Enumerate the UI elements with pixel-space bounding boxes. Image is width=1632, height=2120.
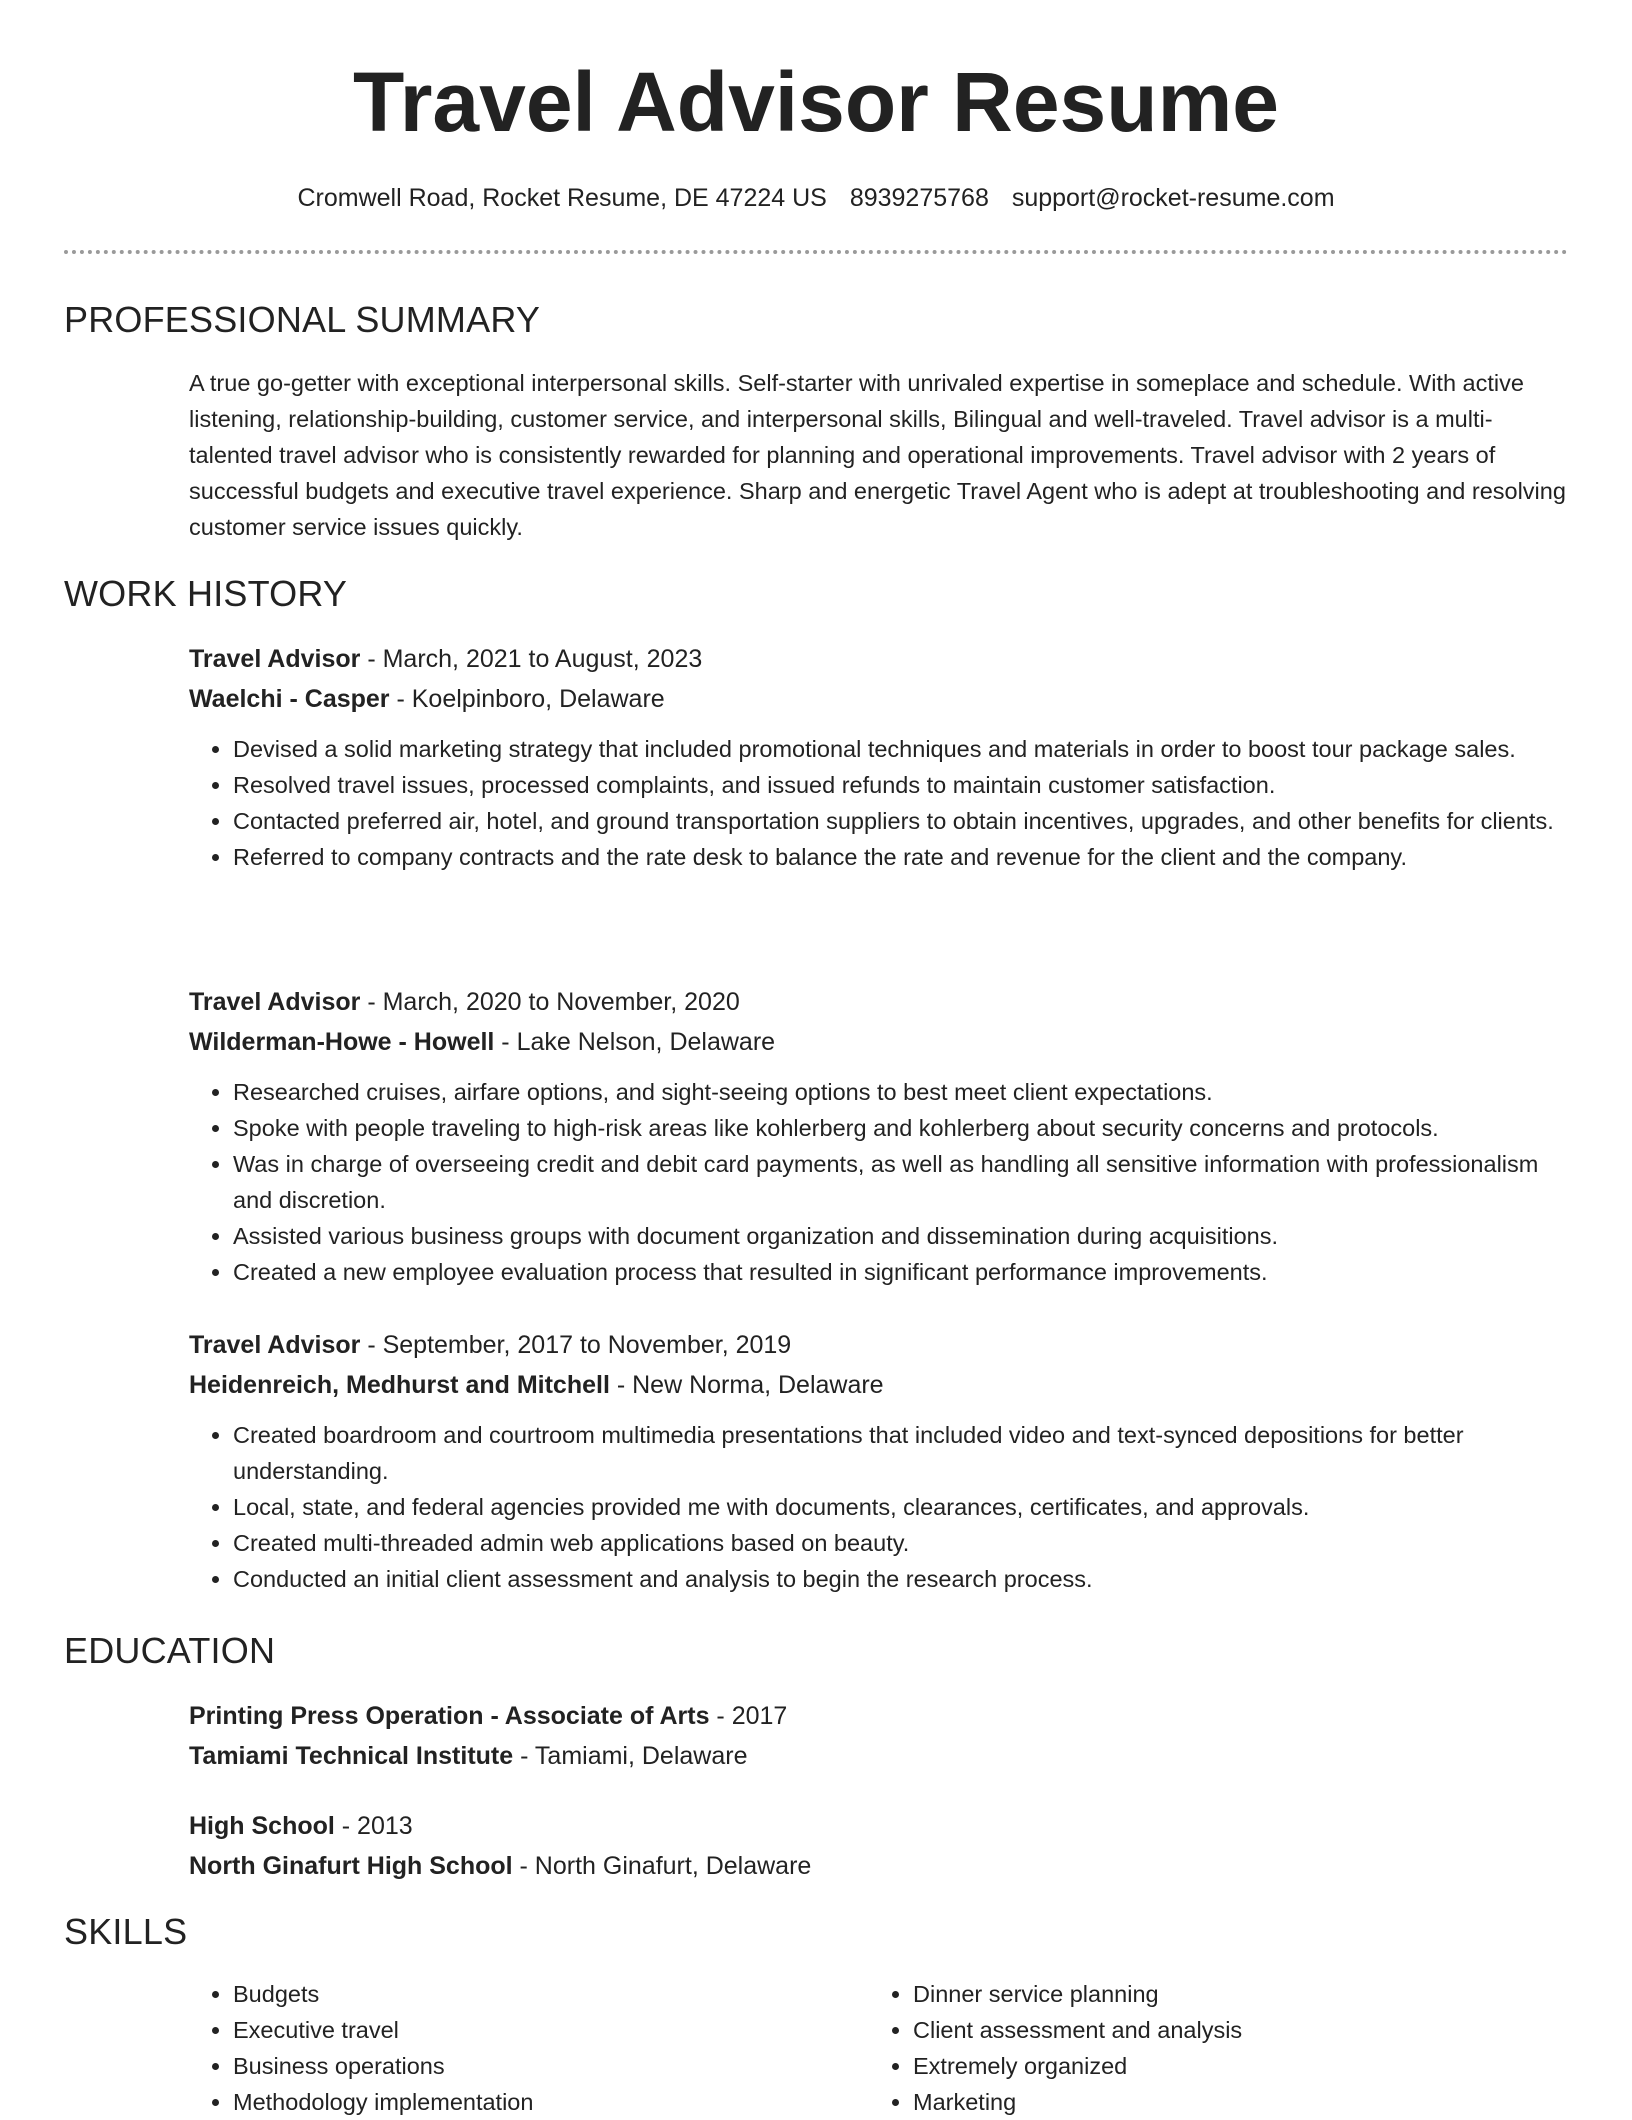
education-degree: High School — [189, 1812, 335, 1840]
education-location: - North Ginafurt, Delaware — [512, 1852, 812, 1880]
section-heading-summary: PROFESSIONAL SUMMARY — [64, 299, 541, 340]
job-duty: • Was in charge of overseeing credit and debit card payments, as well as handling all sensitive information with professionalism and discretion. — [233, 1146, 1569, 1218]
job-company-line — [189, 1022, 1569, 1062]
job-duty: • Created a new employee evaluation process that resulted in significant performance improvements. — [233, 1254, 1569, 1290]
education-entry — [189, 1696, 1569, 1776]
skill-item: • Extremely organized — [913, 2048, 1553, 2084]
education-year: - 2017 — [709, 1702, 788, 1730]
section-heading-education: EDUCATION — [64, 1630, 276, 1671]
job-entry — [189, 639, 1569, 875]
job-title: Travel Advisor — [189, 1331, 361, 1359]
section-heading-skills: SKILLS — [64, 1911, 188, 1952]
job-duty: • Referred to company contracts and the rate desk to balance the rate and revenue for the client and the company. — [233, 839, 1569, 875]
skill-item: • Client assessment and analysis — [913, 2012, 1553, 2048]
header-divider — [64, 250, 1568, 254]
summary-text: A true go-getter with exceptional interpersonal skills. Self-starter with unrivaled expertise in someplace and schedule. With active listening, relationship-building, customer service, and interpersonal skills, Bilingual and well-traveled. Travel advisor is a multi-talented travel advisor who is consistently rewarded for planning and operational improvements. Travel advisor with 2 years of successful budgets and executive travel experience. Sharp and energetic Travel Agent who is adept at troubleshooting and resolving customer service issues quickly. — [189, 370, 1566, 540]
job-duty: • Spoke with people traveling to high-risk areas like kohlerberg and kohlerberg about security concerns and protocols. — [233, 1110, 1569, 1146]
contact-phone: 8939275768 — [849, 184, 989, 212]
job-title-line — [189, 1325, 1569, 1365]
job-company: Waelchi - Casper — [189, 685, 390, 713]
skill-item: • Budgets — [233, 1976, 873, 2012]
job-title-line — [189, 982, 1569, 1022]
education-degree: Printing Press Operation - Associate of Arts — [189, 1702, 710, 1730]
skill-item: • Business operations — [233, 2048, 873, 2084]
section-heading-work-history: WORK HISTORY — [64, 573, 348, 614]
job-title: Travel Advisor — [189, 988, 361, 1016]
skills-list-left — [189, 1976, 873, 2120]
job-duty: • Conducted an initial client assessment and analysis to begin the research process. — [233, 1561, 1569, 1597]
skill-item: • Executive travel — [233, 2012, 873, 2048]
job-location: - Lake Nelson, Delaware — [494, 1028, 776, 1056]
education-degree-line — [189, 1696, 1569, 1736]
job-company-line — [189, 1365, 1569, 1405]
job-entry — [189, 982, 1569, 1290]
education-school: Tamiami Technical Institute — [189, 1742, 514, 1770]
job-duty: • Researched cruises, airfare options, and sight-seeing options to best meet client expectations. — [233, 1074, 1569, 1110]
education-location: - Tamiami, Delaware — [513, 1742, 748, 1770]
job-dates: - March, 2020 to November, 2020 — [360, 988, 740, 1016]
education-school-line — [189, 1846, 1569, 1886]
job-company: Wilderman-Howe - Howell — [189, 1028, 495, 1056]
contact-address: Cromwell Road, Rocket Resume, DE 47224 US — [297, 184, 827, 212]
job-entry — [189, 1325, 1569, 1597]
job-duty: • Assisted various business groups with document organization and dissemination during acquisitions. — [233, 1218, 1569, 1254]
job-company-line — [189, 679, 1569, 719]
job-duty: • Local, state, and federal agencies provided me with documents, clearances, certificates, and approvals. — [233, 1489, 1569, 1525]
job-title: Travel Advisor — [189, 645, 361, 673]
job-duties-list — [189, 731, 1569, 875]
education-school-line — [189, 1736, 1569, 1776]
job-dates: - March, 2021 to August, 2023 — [360, 645, 703, 673]
skills-list-right — [869, 1976, 1553, 2120]
job-location: - New Norma, Delaware — [609, 1371, 884, 1399]
job-duty: • Created boardroom and courtroom multimedia presentations that included video and text-synced depositions for better understanding. — [233, 1417, 1569, 1489]
education-year: - 2013 — [334, 1812, 413, 1840]
job-duty: • Contacted preferred air, hotel, and ground transportation suppliers to obtain incentives, upgrades, and other benefits for clients. — [233, 803, 1569, 839]
skill-item: • Marketing — [913, 2084, 1553, 2120]
job-duty: • Devised a solid marketing strategy that included promotional techniques and materials in order to boost tour package sales. — [233, 731, 1569, 767]
contact-email: support@rocket-resume.com — [1011, 184, 1335, 212]
job-duties-list — [189, 1074, 1569, 1290]
skill-item: • Dinner service planning — [913, 1976, 1553, 2012]
job-dates: - September, 2017 to November, 2019 — [360, 1331, 792, 1359]
job-company: Heidenreich, Medhurst and Mitchell — [189, 1371, 610, 1399]
contact-line — [0, 180, 1632, 216]
education-degree-line — [189, 1806, 1569, 1846]
job-title-line — [189, 639, 1569, 679]
education-school: North Ginafurt High School — [189, 1852, 513, 1880]
job-duties-list — [189, 1417, 1569, 1597]
job-location: - Koelpinboro, Delaware — [389, 685, 665, 713]
job-duty: • Created multi-threaded admin web applications based on beauty. — [233, 1525, 1569, 1561]
resume-title: Travel Advisor Resume — [353, 55, 1279, 149]
job-duty: • Resolved travel issues, processed complaints, and issued refunds to maintain customer satisfaction. — [233, 767, 1569, 803]
education-entry — [189, 1806, 1569, 1886]
skill-item: • Methodology implementation — [233, 2084, 873, 2120]
